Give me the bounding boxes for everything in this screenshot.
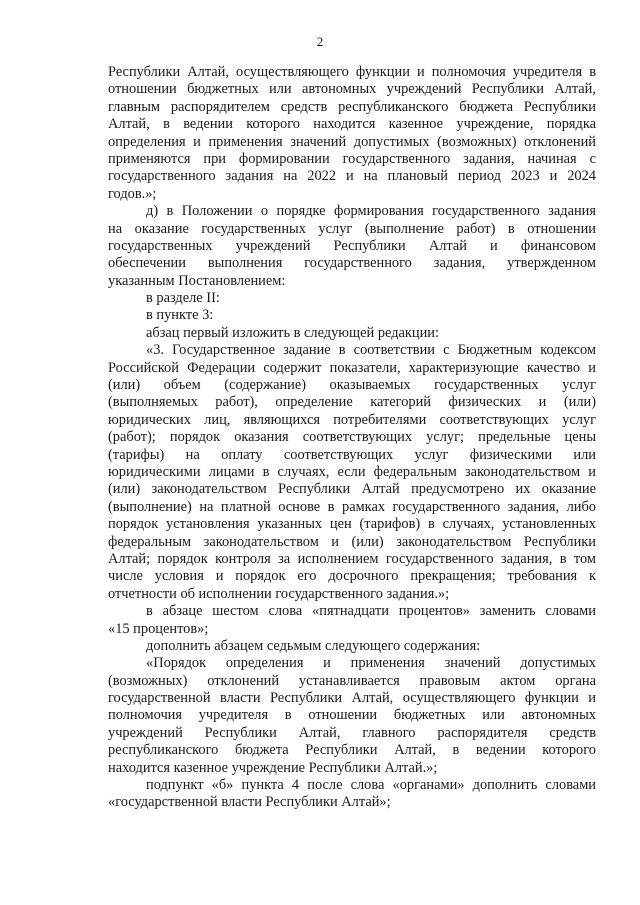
text-line: отношении бюджетных или автономных учреждений Республики Алтай, (108, 81, 596, 98)
text-line: в абзаце шестом слова «пятнадцати процентов» заменить словами (146, 603, 596, 620)
text-line: федеральным законодательством и (или) законодательством Республики (108, 533, 596, 550)
text-line: числе условия и порядок его досрочного прекращения; требования к (108, 568, 596, 585)
text-line: «15 процентов»; (108, 620, 209, 637)
text-line: республиканского бюджета Республики Алтай, в ведении которого (108, 742, 596, 759)
text-line: абзац первый изложить в следующей редакции: (146, 324, 440, 341)
text-line: Алтай, в ведении которого находится казенное учреждение, порядка (108, 116, 596, 133)
text-line: годов.»; (108, 185, 157, 202)
text-line: Алтай; порядок контроля за исполнением государственного задания, в том (108, 550, 596, 567)
text-line: в разделе II: (146, 290, 220, 307)
text-line: указанным Постановлением: (108, 272, 286, 289)
text-line: государственной власти Республики Алтай, осуществляющего функции и (108, 690, 596, 707)
text-line: главным распорядителем средств республиканского бюджета Республики (108, 98, 596, 115)
text-line: полномочия учредителя в отношении бюджетных или автономных (108, 707, 596, 724)
text-line: (или) законодательством Республики Алтай предусмотрено их оказание (108, 481, 596, 498)
text-line: порядок установления указанных цен (тарифов) в случаях, установленных (108, 516, 596, 533)
text-line: юридических лиц, являющихся потребителями соответствующих услуг (108, 411, 596, 428)
text-line: государственных учреждений Республики Алтай и финансовом (108, 237, 596, 254)
page-number: 2 (316, 34, 324, 49)
text-line: (возможных) отклонений устанавливается правовым актом органа (108, 672, 596, 689)
text-line: находится казенное учреждение Республики Алтай.»; (108, 759, 438, 776)
text-line: Российской Федерации содержит показатели, характеризующие качество и (108, 359, 596, 376)
text-line: отчетности об исполнении государственного задания.»; (108, 585, 450, 602)
text-line: «Порядок определения и применения значений допустимых (146, 655, 596, 672)
text-line: дополнить абзацем седьмым следующего содержания: (146, 637, 481, 654)
text-line: (выполняемых работ), определение категорий физических и (или) (108, 394, 596, 411)
text-line: (работ); порядок оказания соответствующих услуг; предельные цены (108, 429, 596, 446)
text-line: применяются при формировании государственного задания, начиная с (108, 150, 596, 167)
text-line: юридическими лицами в случаях, если федеральным законодательством и (108, 463, 596, 480)
text-line: «3. Государственное задание в соответствии с Бюджетным кодексом (146, 342, 596, 359)
text-line: (выполнение) на платной основе в рамках государственного задания, либо (108, 498, 596, 515)
text-line: (или) объем (содержание) оказываемых государственных услуг (108, 377, 596, 394)
text-line: д) в Положении о порядке формирования государственного задания (146, 203, 596, 220)
text-line: определения и применения значений допустимых (возможных) отклонений (108, 133, 596, 150)
text-line: государственного задания на 2022 и на плановый период 2023 и 2024 (108, 168, 596, 185)
text-line: учреждений Республики Алтай, главного распорядителя средств (108, 724, 596, 741)
text-line: Республики Алтай, осуществляющего функции и полномочия учредителя в (108, 64, 596, 80)
text-line: обеспечении выполнения государственного задания, утвержденном (108, 255, 596, 272)
document-body (108, 64, 596, 812)
text-line: (тарифы) на оплату соответствующих услуг физическими или (108, 446, 596, 463)
text-line: «государственной власти Республики Алтай»; (108, 794, 391, 811)
text-line: подпункт «б» пункта 4 после слова «органами» дополнить словами (146, 777, 596, 794)
text-line: на оказание государственных услуг (выполнение работ) в отношении (108, 220, 596, 237)
text-line: в пункте 3: (146, 307, 214, 324)
